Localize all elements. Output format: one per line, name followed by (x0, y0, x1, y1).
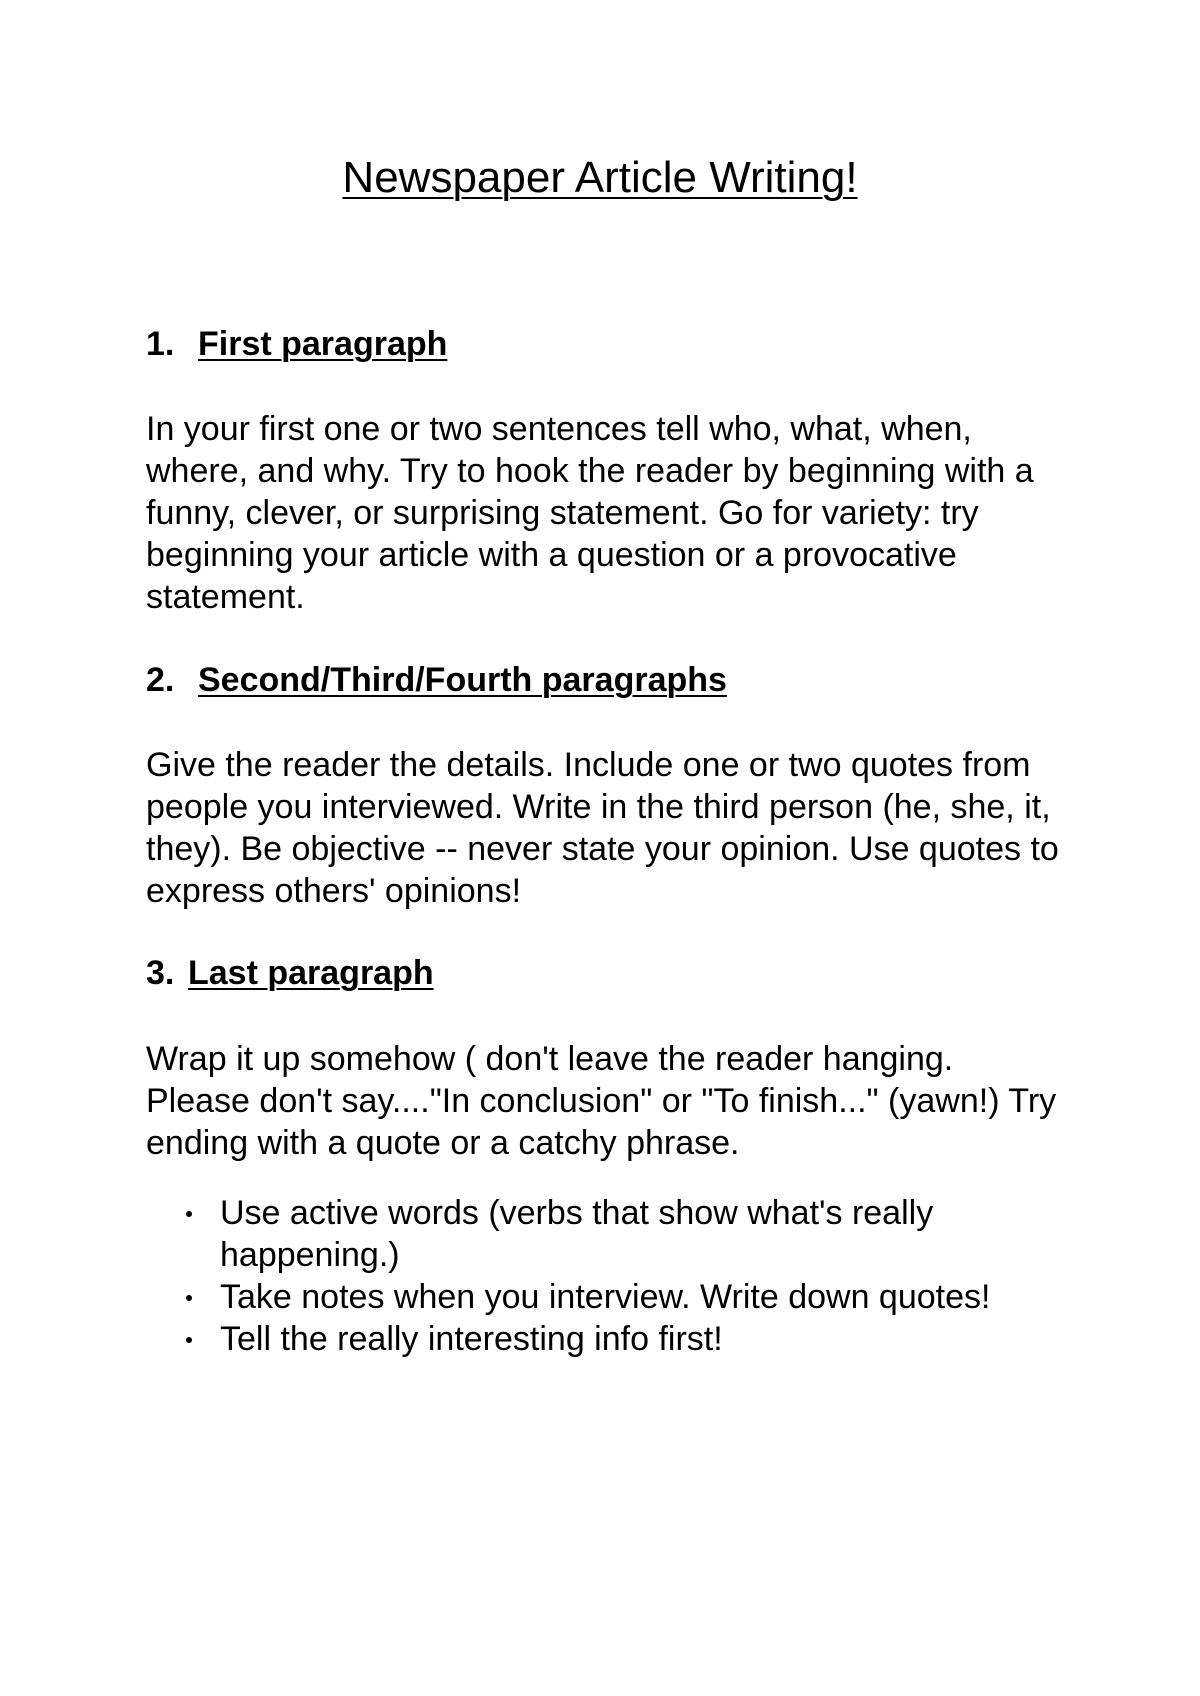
list-item (146, 1276, 1086, 1318)
list-item (146, 1192, 1086, 1276)
section-heading-label: Last paragraph (188, 954, 434, 992)
section-body-middle-paragraphs: Give the reader the details. Include one or two quotes from people you interviewed. Write in the third person (he, she, it, they). Be objective -- never state your opinion. Use quotes to express others' opinions! (146, 746, 1059, 910)
section-heading-middle-paragraphs (146, 658, 727, 702)
bullet-icon (186, 1211, 192, 1217)
section-number: 2. (146, 661, 175, 699)
bullet-icon (186, 1337, 192, 1343)
list-item (146, 1318, 1086, 1360)
tip-text: Take notes when you interview. Write down quotes! (220, 1278, 991, 1316)
tip-text: Tell the really interesting info first! (220, 1320, 723, 1358)
section-heading-first-paragraph (146, 322, 447, 366)
section-number: 1. (146, 325, 175, 363)
tips-list (146, 1192, 1086, 1360)
page-title: Newspaper Article Writing! (342, 153, 858, 202)
tip-text: Use active words (verbs that show what's really happening.) (220, 1194, 934, 1274)
section-body-first-paragraph: In your first one or two sentences tell who, what, when, where, and why. Try to hook the reader by beginning with a funny, clever, or surprising statement. Go for variety: try beginning your article with a question or a provocative statement. (146, 410, 1034, 616)
section-body-last-paragraph: Wrap it up somehow ( don't leave the reader hanging. Please don't say...."In conclusion" or "To finish..." (yawn!) Try ending with a quote or a catchy phrase. (146, 1040, 1057, 1162)
section-number: 3. (146, 954, 175, 992)
section-heading-label: First paragraph (198, 325, 448, 363)
bullet-icon (186, 1295, 192, 1301)
section-heading-label: Second/Third/Fourth paragraphs (198, 661, 727, 699)
section-heading-last-paragraph (146, 951, 434, 995)
